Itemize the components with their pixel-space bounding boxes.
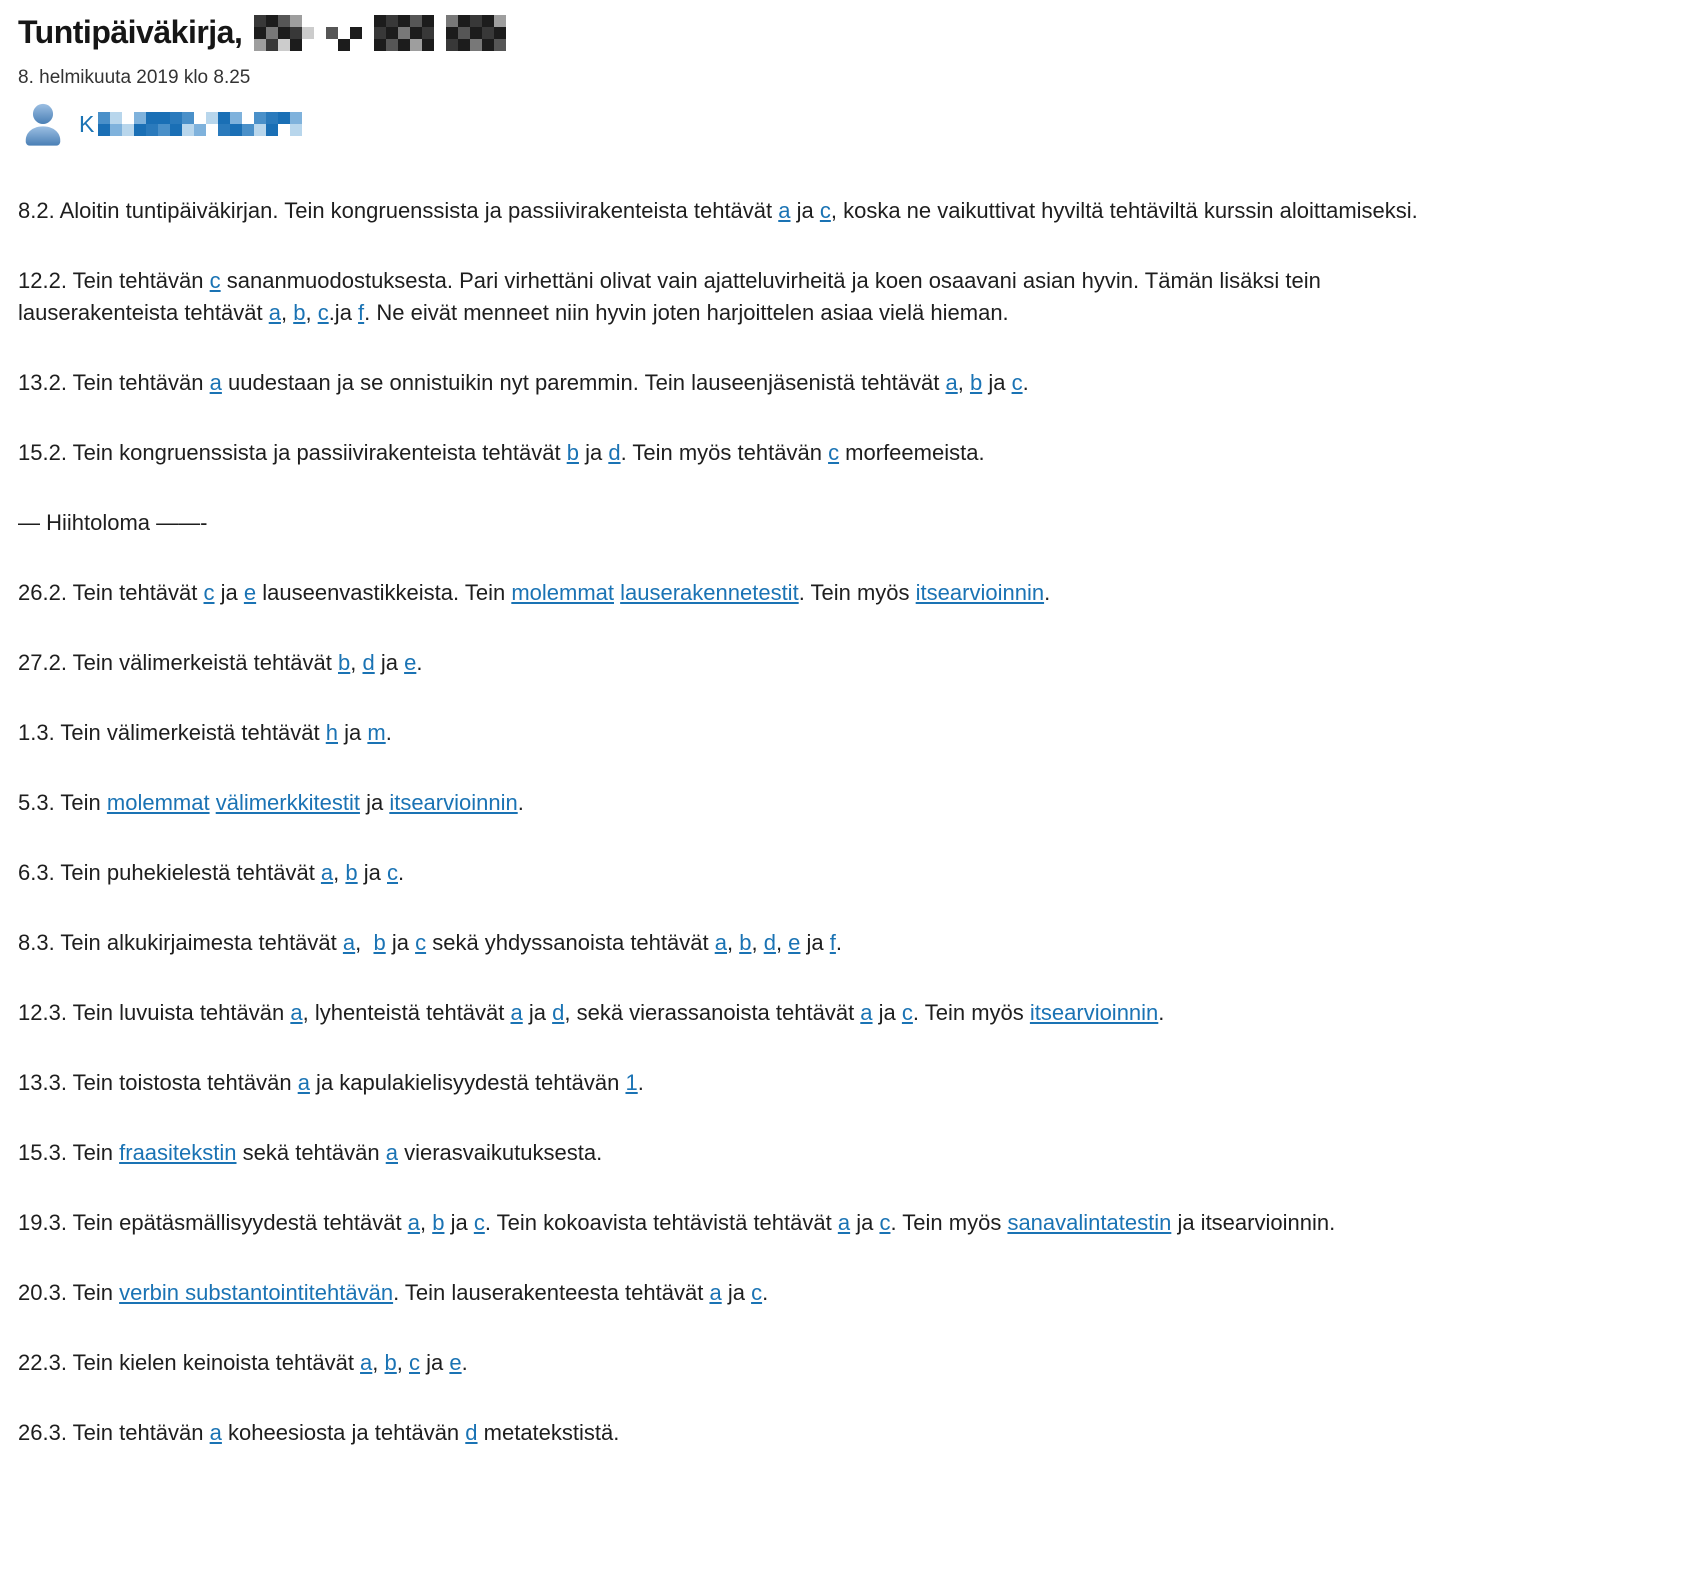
- task-link[interactable]: b: [373, 930, 386, 955]
- diary-entry: 1.3. Tein välimerkeistä tehtävät h ja m.: [18, 720, 392, 745]
- task-link[interactable]: c: [409, 1350, 421, 1375]
- diary-entry: 8.2. Aloitin tuntipäiväkirjan. Tein kongruenssista ja passiivirakenteista tehtävät a ja c, koska ne vaikuttivat hyviltä tehtäviltä kurssin aloittamiseksi.: [18, 198, 1418, 223]
- task-link[interactable]: b: [345, 860, 358, 885]
- task-link[interactable]: a: [860, 1000, 873, 1025]
- post-title-text: Tuntipäiväkirja,: [18, 14, 243, 50]
- post-body: [18, 195, 1660, 1449]
- diary-entry: 26.2. Tein tehtävät c ja e lauseenvastikkeista. Tein molemmat lauserakennetestit. Tein myös itsearvioinnin.: [18, 580, 1051, 605]
- task-link[interactable]: c: [879, 1210, 891, 1235]
- user-avatar-icon[interactable]: [20, 101, 66, 147]
- task-link[interactable]: a: [837, 1210, 851, 1235]
- diary-entry: 19.3. Tein epätäsmällisyydestä tehtävät a, b ja c. Tein kokoavista tehtävistä tehtävät a ja c. Tein myös sanavalintatestin ja itsearvioinnin.: [18, 1210, 1336, 1235]
- task-link[interactable]: a: [407, 1210, 420, 1235]
- task-link[interactable]: e: [449, 1350, 462, 1375]
- task-link[interactable]: b: [969, 370, 983, 395]
- task-link[interactable]: a: [360, 1350, 373, 1375]
- author-row: [20, 101, 1660, 147]
- task-link[interactable]: b: [293, 300, 306, 325]
- task-link[interactable]: e: [788, 930, 801, 955]
- task-link[interactable]: c: [901, 1000, 913, 1025]
- task-link[interactable]: a: [297, 1070, 310, 1095]
- task-link[interactable]: c: [203, 580, 215, 605]
- task-link[interactable]: a: [342, 930, 356, 955]
- task-link[interactable]: a: [290, 1000, 303, 1025]
- diary-entry: 12.2. Tein tehtävän c sananmuodostuksesta. Pari virhettäni olivat vain ajatteluvirheitä ja koen osaavani asian hyvin. Tämän lisäksi tein lauserakenteista tehtävät a, b, c.ja f. Ne eivät menneet niin hyvin joten harjoittelen asiaa vielä hieman.: [18, 268, 1321, 325]
- task-link[interactable]: d: [362, 650, 375, 675]
- author-profile-link[interactable]: [79, 111, 302, 138]
- diary-entry: 15.2. Tein kongruenssista ja passiivirakenteista tehtävät b ja d. Tein myös tehtävän c morfeemeista.: [18, 440, 985, 465]
- task-link[interactable]: molemmat: [106, 790, 210, 815]
- task-link[interactable]: a: [385, 1140, 398, 1165]
- task-link[interactable]: c: [473, 1210, 485, 1235]
- task-link[interactable]: 1: [625, 1070, 638, 1095]
- task-link[interactable]: d: [608, 440, 621, 465]
- task-link[interactable]: a: [510, 1000, 523, 1025]
- task-link[interactable]: f: [358, 300, 365, 325]
- task-link[interactable]: c: [317, 300, 329, 325]
- task-link[interactable]: lauserakennetestit: [620, 580, 799, 605]
- task-link[interactable]: h: [325, 720, 339, 745]
- task-link[interactable]: b: [739, 930, 752, 955]
- task-link[interactable]: b: [566, 440, 579, 465]
- task-link[interactable]: välimerkkitestit: [215, 790, 360, 815]
- task-link[interactable]: a: [778, 198, 791, 223]
- task-link[interactable]: itsearvioinnin: [915, 580, 1045, 605]
- task-link[interactable]: c: [387, 860, 399, 885]
- task-link[interactable]: a: [209, 1420, 222, 1445]
- page-title: [18, 14, 1660, 51]
- diary-entry: 12.3. Tein luvuista tehtävän a, lyhenteistä tehtävät a ja d, sekä vierassanoista tehtävät a ja c. Tein myös itsearvioinnin.: [18, 1000, 1165, 1025]
- post-timestamp: 8. helmikuuta 2019 klo 8.25: [18, 67, 251, 88]
- diary-entry: 26.3. Tein tehtävän a koheesiosta ja tehtävän d metatekstistä.: [18, 1420, 620, 1445]
- diary-entry: 27.2. Tein välimerkeistä tehtävät b, d ja e.: [18, 650, 423, 675]
- task-link[interactable]: c: [751, 1280, 763, 1305]
- task-link[interactable]: c: [415, 930, 427, 955]
- task-link[interactable]: c: [209, 268, 221, 293]
- diary-entry: 5.3. Tein molemmat välimerkkitestit ja itsearvioinnin.: [18, 790, 524, 815]
- task-link[interactable]: fraasitekstin: [119, 1140, 237, 1165]
- task-link[interactable]: a: [209, 370, 222, 395]
- task-link[interactable]: a: [945, 370, 958, 395]
- diary-entry: 13.2. Tein tehtävän a uudestaan ja se onnistuikin nyt paremmin. Tein lauseenjäsenistä tehtävät a, b ja c.: [18, 370, 1029, 395]
- task-link[interactable]: c: [819, 198, 831, 223]
- diary-entry: 22.3. Tein kielen keinoista tehtävät a, b, c ja e.: [18, 1350, 468, 1375]
- task-link[interactable]: verbin substantointitehtävän: [119, 1280, 394, 1305]
- task-link[interactable]: molemmat: [511, 580, 614, 605]
- task-link[interactable]: e: [404, 650, 417, 675]
- diary-entry: 20.3. Tein verbin substantointitehtävän. Tein lauserakenteesta tehtävät a ja c.: [18, 1280, 769, 1305]
- task-link[interactable]: c: [828, 440, 840, 465]
- task-link[interactable]: m: [367, 720, 386, 745]
- task-link[interactable]: c: [1011, 370, 1023, 395]
- task-link[interactable]: a: [714, 930, 727, 955]
- task-link[interactable]: d: [552, 1000, 565, 1025]
- redacted-author-name: [98, 112, 302, 136]
- diary-entry: 8.3. Tein alkukirjaimesta tehtävät a, b ja c sekä yhdyssanoista tehtävät a, b, d, e ja f.: [18, 930, 843, 955]
- task-link[interactable]: a: [709, 1280, 722, 1305]
- task-link[interactable]: b: [432, 1210, 445, 1235]
- task-link[interactable]: sanavalintatestin: [1007, 1210, 1172, 1235]
- diary-entry: 6.3. Tein puhekielestä tehtävät a, b ja c.: [18, 860, 405, 885]
- task-link[interactable]: a: [268, 300, 281, 325]
- diary-entry: — Hiihtoloma ——-: [18, 510, 208, 535]
- task-link[interactable]: itsearvioinnin: [389, 790, 518, 815]
- diary-entry: 13.3. Tein toistosta tehtävän a ja kapulakielisyydestä tehtävän 1.: [18, 1070, 644, 1095]
- task-link[interactable]: a: [320, 860, 334, 885]
- task-link[interactable]: f: [829, 930, 836, 955]
- task-link[interactable]: d: [465, 1420, 478, 1445]
- task-link[interactable]: b: [338, 650, 351, 675]
- task-link[interactable]: itsearvioinnin: [1029, 1000, 1159, 1025]
- diary-entry: 15.3. Tein fraasitekstin sekä tehtävän a vierasvaikutuksesta.: [18, 1140, 603, 1165]
- task-link[interactable]: b: [384, 1350, 397, 1375]
- task-link[interactable]: d: [763, 930, 776, 955]
- task-link[interactable]: e: [243, 580, 257, 605]
- author-name-initial: K: [79, 110, 95, 137]
- redacted-title: [254, 15, 506, 51]
